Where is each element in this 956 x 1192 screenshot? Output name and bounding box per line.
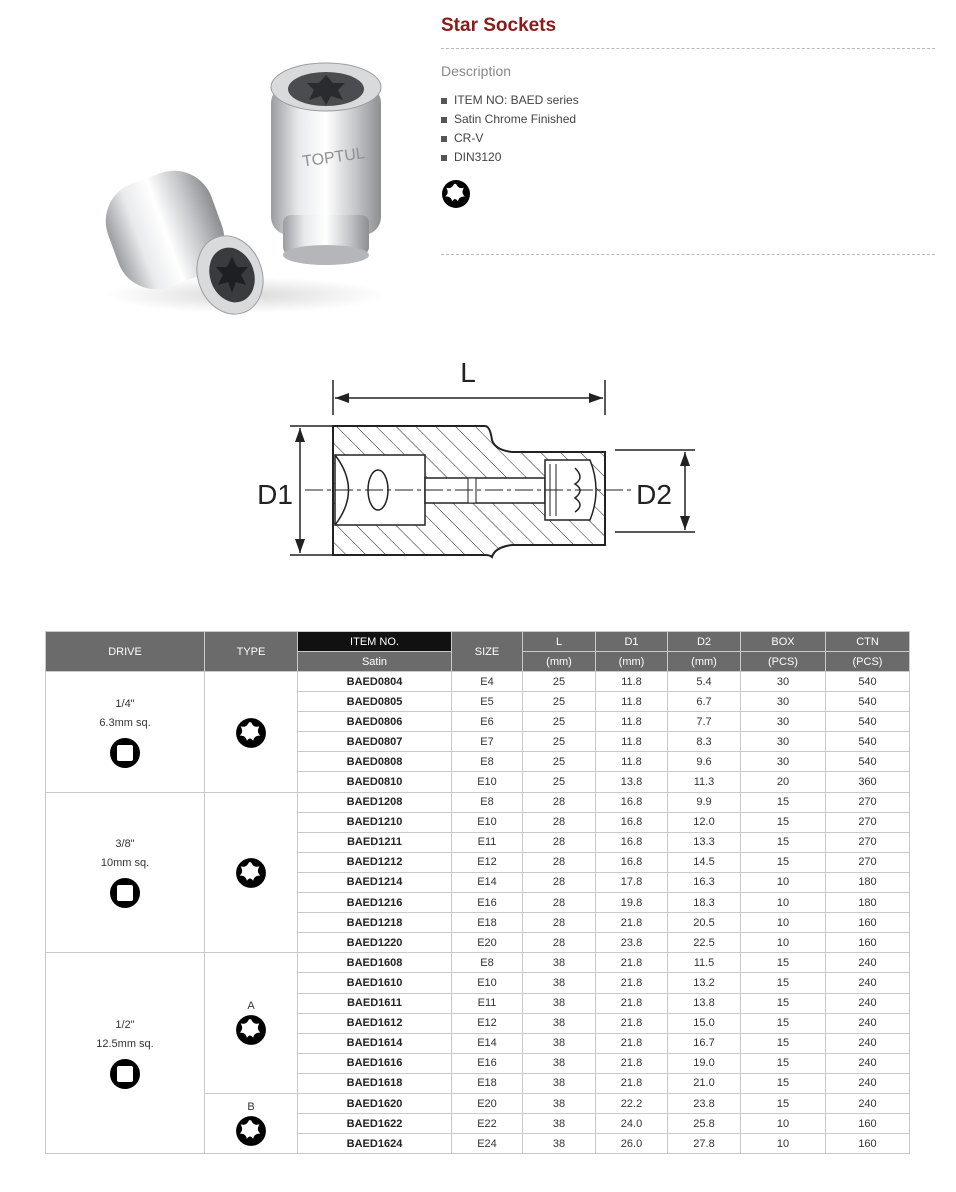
box-qty: 15 [741,993,826,1013]
header-unit: (mm) [668,652,741,672]
size: E20 [452,1093,523,1113]
drive-size-mm: 6.3mm sq. [99,716,151,729]
item-number: BAED1616 [298,1053,452,1073]
d2: 21.0 [668,1073,741,1093]
ctn-qty: 270 [826,852,910,872]
d1: 21.8 [596,993,668,1013]
spec-table-body [46,672,910,1154]
type-cell [205,792,298,953]
item-number: BAED1612 [298,1013,452,1033]
header-box: BOX [741,632,826,652]
box-qty: 15 [741,832,826,852]
drive-cell [46,672,205,793]
size: E20 [452,933,523,953]
box-qty: 10 [741,933,826,953]
header-unit: (PCS) [741,652,826,672]
d1: 19.8 [596,893,668,913]
d1: 11.8 [596,672,668,692]
size: E5 [452,692,523,712]
size: E18 [452,913,523,933]
item-number: BAED0806 [298,712,452,732]
header-unit: (PCS) [826,652,910,672]
box-qty: 15 [741,973,826,993]
d1: 26.0 [596,1134,668,1154]
header-ctn: CTN [826,632,910,652]
d2: 11.3 [668,772,741,792]
label-l: L [460,360,476,388]
d2: 6.7 [668,692,741,712]
size: E8 [452,792,523,812]
header-type: TYPE [205,632,298,672]
torx-star-icon [235,717,267,749]
d2: 18.3 [668,893,741,913]
size: E8 [452,752,523,772]
item-number: BAED1610 [298,973,452,993]
d2: 19.0 [668,1053,741,1073]
box-qty: 15 [741,953,826,973]
d1: 21.8 [596,1053,668,1073]
length: 38 [523,1033,596,1053]
box-qty: 15 [741,852,826,872]
d1: 21.8 [596,1073,668,1093]
header-d1: D1 [596,632,668,652]
square-drive-icon [109,877,141,909]
item-number: BAED1212 [298,852,452,872]
box-qty: 15 [741,1053,826,1073]
length: 38 [523,1134,596,1154]
item-number: BAED1218 [298,913,452,933]
box-qty: 10 [741,893,826,913]
d2: 8.3 [668,732,741,752]
d2: 25.8 [668,1114,741,1134]
type-cell [205,953,298,1094]
list-item: ITEM NO: BAED series [441,91,935,110]
feature-list [441,91,935,167]
d1: 13.8 [596,772,668,792]
table-row [46,953,910,973]
bullet-icon [441,98,447,104]
d2: 12.0 [668,812,741,832]
list-item: DIN3120 [441,148,935,167]
d2: 27.8 [668,1134,741,1154]
item-number: BAED1624 [298,1134,452,1154]
label-d1: D1 [257,479,293,510]
type-cell [205,672,298,793]
header-unit: (mm) [523,652,596,672]
size: E11 [452,993,523,1013]
header-unit: (mm) [596,652,668,672]
size: E11 [452,832,523,852]
length: 38 [523,953,596,973]
ctn-qty: 240 [826,993,910,1013]
d2: 22.5 [668,933,741,953]
box-qty: 15 [741,1013,826,1033]
size: E10 [452,772,523,792]
item-number: BAED1210 [298,812,452,832]
size: E12 [452,1013,523,1033]
header-item-no: ITEM NO. [298,632,452,652]
torx-star-icon [235,1014,267,1046]
d2: 23.8 [668,1093,741,1113]
header-finish: Satin [298,652,452,672]
d2: 16.7 [668,1033,741,1053]
box-qty: 15 [741,792,826,812]
d1: 17.8 [596,872,668,892]
d1: 16.8 [596,812,668,832]
torx-star-icon [441,179,471,209]
d1: 21.8 [596,913,668,933]
d1: 23.8 [596,933,668,953]
length: 28 [523,852,596,872]
item-number: BAED1622 [298,1114,452,1134]
size: E6 [452,712,523,732]
item-number: BAED1216 [298,893,452,913]
d1: 21.8 [596,1013,668,1033]
size: E12 [452,852,523,872]
bullet-icon [441,155,447,161]
d1: 16.8 [596,792,668,812]
length: 38 [523,973,596,993]
ctn-qty: 240 [826,1033,910,1053]
item-number: BAED1611 [298,993,452,1013]
size: E10 [452,973,523,993]
size: E7 [452,732,523,752]
type-label: A [247,1000,255,1013]
d2: 11.5 [668,953,741,973]
length: 38 [523,1093,596,1113]
type-label: B [247,1100,255,1113]
drive-size: 3/8" [115,838,135,851]
length: 38 [523,993,596,1013]
drive-cell [46,792,205,953]
d1: 22.2 [596,1093,668,1113]
d1: 11.8 [596,732,668,752]
length: 28 [523,933,596,953]
header-size: SIZE [452,632,523,672]
item-number: BAED0805 [298,692,452,712]
size: E4 [452,672,523,692]
d1: 11.8 [596,712,668,732]
ctn-qty: 160 [826,913,910,933]
ctn-qty: 540 [826,692,910,712]
ctn-qty: 160 [826,1114,910,1134]
square-drive-icon [109,1058,141,1090]
ctn-qty: 160 [826,1134,910,1154]
size: E18 [452,1073,523,1093]
d1: 11.8 [596,752,668,772]
d1: 21.8 [596,1033,668,1053]
ctn-qty: 240 [826,1093,910,1113]
bullet-icon [441,117,447,123]
box-qty: 10 [741,913,826,933]
item-number: BAED1608 [298,953,452,973]
square-drive-icon [109,737,141,769]
size: E8 [452,953,523,973]
d2: 13.8 [668,993,741,1013]
length: 25 [523,672,596,692]
length: 28 [523,832,596,852]
torx-star-icon [235,1115,267,1147]
product-title: Star Sockets [441,15,557,36]
box-qty: 15 [741,1033,826,1053]
divider [441,48,935,49]
drive-cell [46,953,205,1154]
ctn-qty: 240 [826,1053,910,1073]
torx-star-icon [235,857,267,889]
ctn-qty: 240 [826,1013,910,1033]
item-number: BAED1620 [298,1093,452,1113]
ctn-qty: 240 [826,953,910,973]
drive-size: 1/2" [115,1019,135,1032]
length: 28 [523,792,596,812]
item-number: BAED1220 [298,933,452,953]
box-qty: 10 [741,1134,826,1154]
item-number: BAED0807 [298,732,452,752]
d2: 15.0 [668,1013,741,1033]
ctn-qty: 540 [826,712,910,732]
bullet-icon [441,136,447,142]
description-heading: Description [441,63,512,79]
ctn-qty: 180 [826,872,910,892]
length: 28 [523,893,596,913]
ctn-qty: 240 [826,1073,910,1093]
item-number: BAED1618 [298,1073,452,1093]
length: 28 [523,872,596,892]
box-qty: 30 [741,672,826,692]
d2: 20.5 [668,913,741,933]
d1: 21.8 [596,973,668,993]
length: 25 [523,772,596,792]
box-qty: 30 [741,732,826,752]
d2: 13.2 [668,973,741,993]
length: 25 [523,692,596,712]
header-l: L [523,632,596,652]
label-d2: D2 [636,479,672,510]
product-photo [95,45,395,345]
d1: 24.0 [596,1114,668,1134]
box-qty: 15 [741,1073,826,1093]
length: 38 [523,1073,596,1093]
d2: 9.9 [668,792,741,812]
length: 28 [523,913,596,933]
length: 25 [523,712,596,732]
ctn-qty: 540 [826,732,910,752]
d1: 21.8 [596,953,668,973]
box-qty: 10 [741,1114,826,1134]
ctn-qty: 270 [826,812,910,832]
box-qty: 10 [741,872,826,892]
ctn-qty: 540 [826,752,910,772]
svg-text:TOPTUL: TOPTUL [301,145,366,171]
ctn-qty: 180 [826,893,910,913]
box-qty: 30 [741,692,826,712]
box-qty: 15 [741,812,826,832]
divider [441,254,935,255]
d1: 11.8 [596,692,668,712]
ctn-qty: 270 [826,832,910,852]
spec-table [45,631,910,1154]
ctn-qty: 270 [826,792,910,812]
list-item: CR-V [441,129,935,148]
list-item: Satin Chrome Finished [441,110,935,129]
ctn-qty: 540 [826,672,910,692]
length: 38 [523,1013,596,1033]
d1: 16.8 [596,852,668,872]
table-row [46,792,910,812]
drive-size: 1/4" [115,697,135,710]
size: E14 [452,872,523,892]
product-info [441,0,935,255]
item-number: BAED0810 [298,772,452,792]
header-drive: DRIVE [46,632,205,672]
item-number: BAED1211 [298,832,452,852]
length: 38 [523,1114,596,1134]
item-number: BAED1214 [298,872,452,892]
item-number: BAED0804 [298,672,452,692]
ctn-qty: 160 [826,933,910,953]
size: E24 [452,1134,523,1154]
length: 38 [523,1053,596,1073]
d2: 7.7 [668,712,741,732]
item-number: BAED1614 [298,1033,452,1053]
d2: 16.3 [668,872,741,892]
box-qty: 15 [741,1093,826,1113]
ctn-qty: 240 [826,973,910,993]
length: 25 [523,752,596,772]
size: E22 [452,1114,523,1134]
length: 25 [523,732,596,752]
table-row [46,672,910,692]
ctn-qty: 360 [826,772,910,792]
d1: 16.8 [596,832,668,852]
length: 28 [523,812,596,832]
size: E16 [452,1053,523,1073]
box-qty: 20 [741,772,826,792]
size: E14 [452,1033,523,1053]
d2: 5.4 [668,672,741,692]
size: E10 [452,812,523,832]
d2: 13.3 [668,832,741,852]
d2: 14.5 [668,852,741,872]
box-qty: 30 [741,712,826,732]
dimension-diagram [250,360,710,570]
type-cell [205,1093,298,1153]
header-d2: D2 [668,632,741,652]
d2: 9.6 [668,752,741,772]
drive-size-mm: 10mm sq. [100,857,150,870]
size: E16 [452,893,523,913]
drive-size-mm: 12.5mm sq. [96,1038,154,1051]
box-qty: 30 [741,752,826,772]
item-number: BAED0808 [298,752,452,772]
item-number: BAED1208 [298,792,452,812]
